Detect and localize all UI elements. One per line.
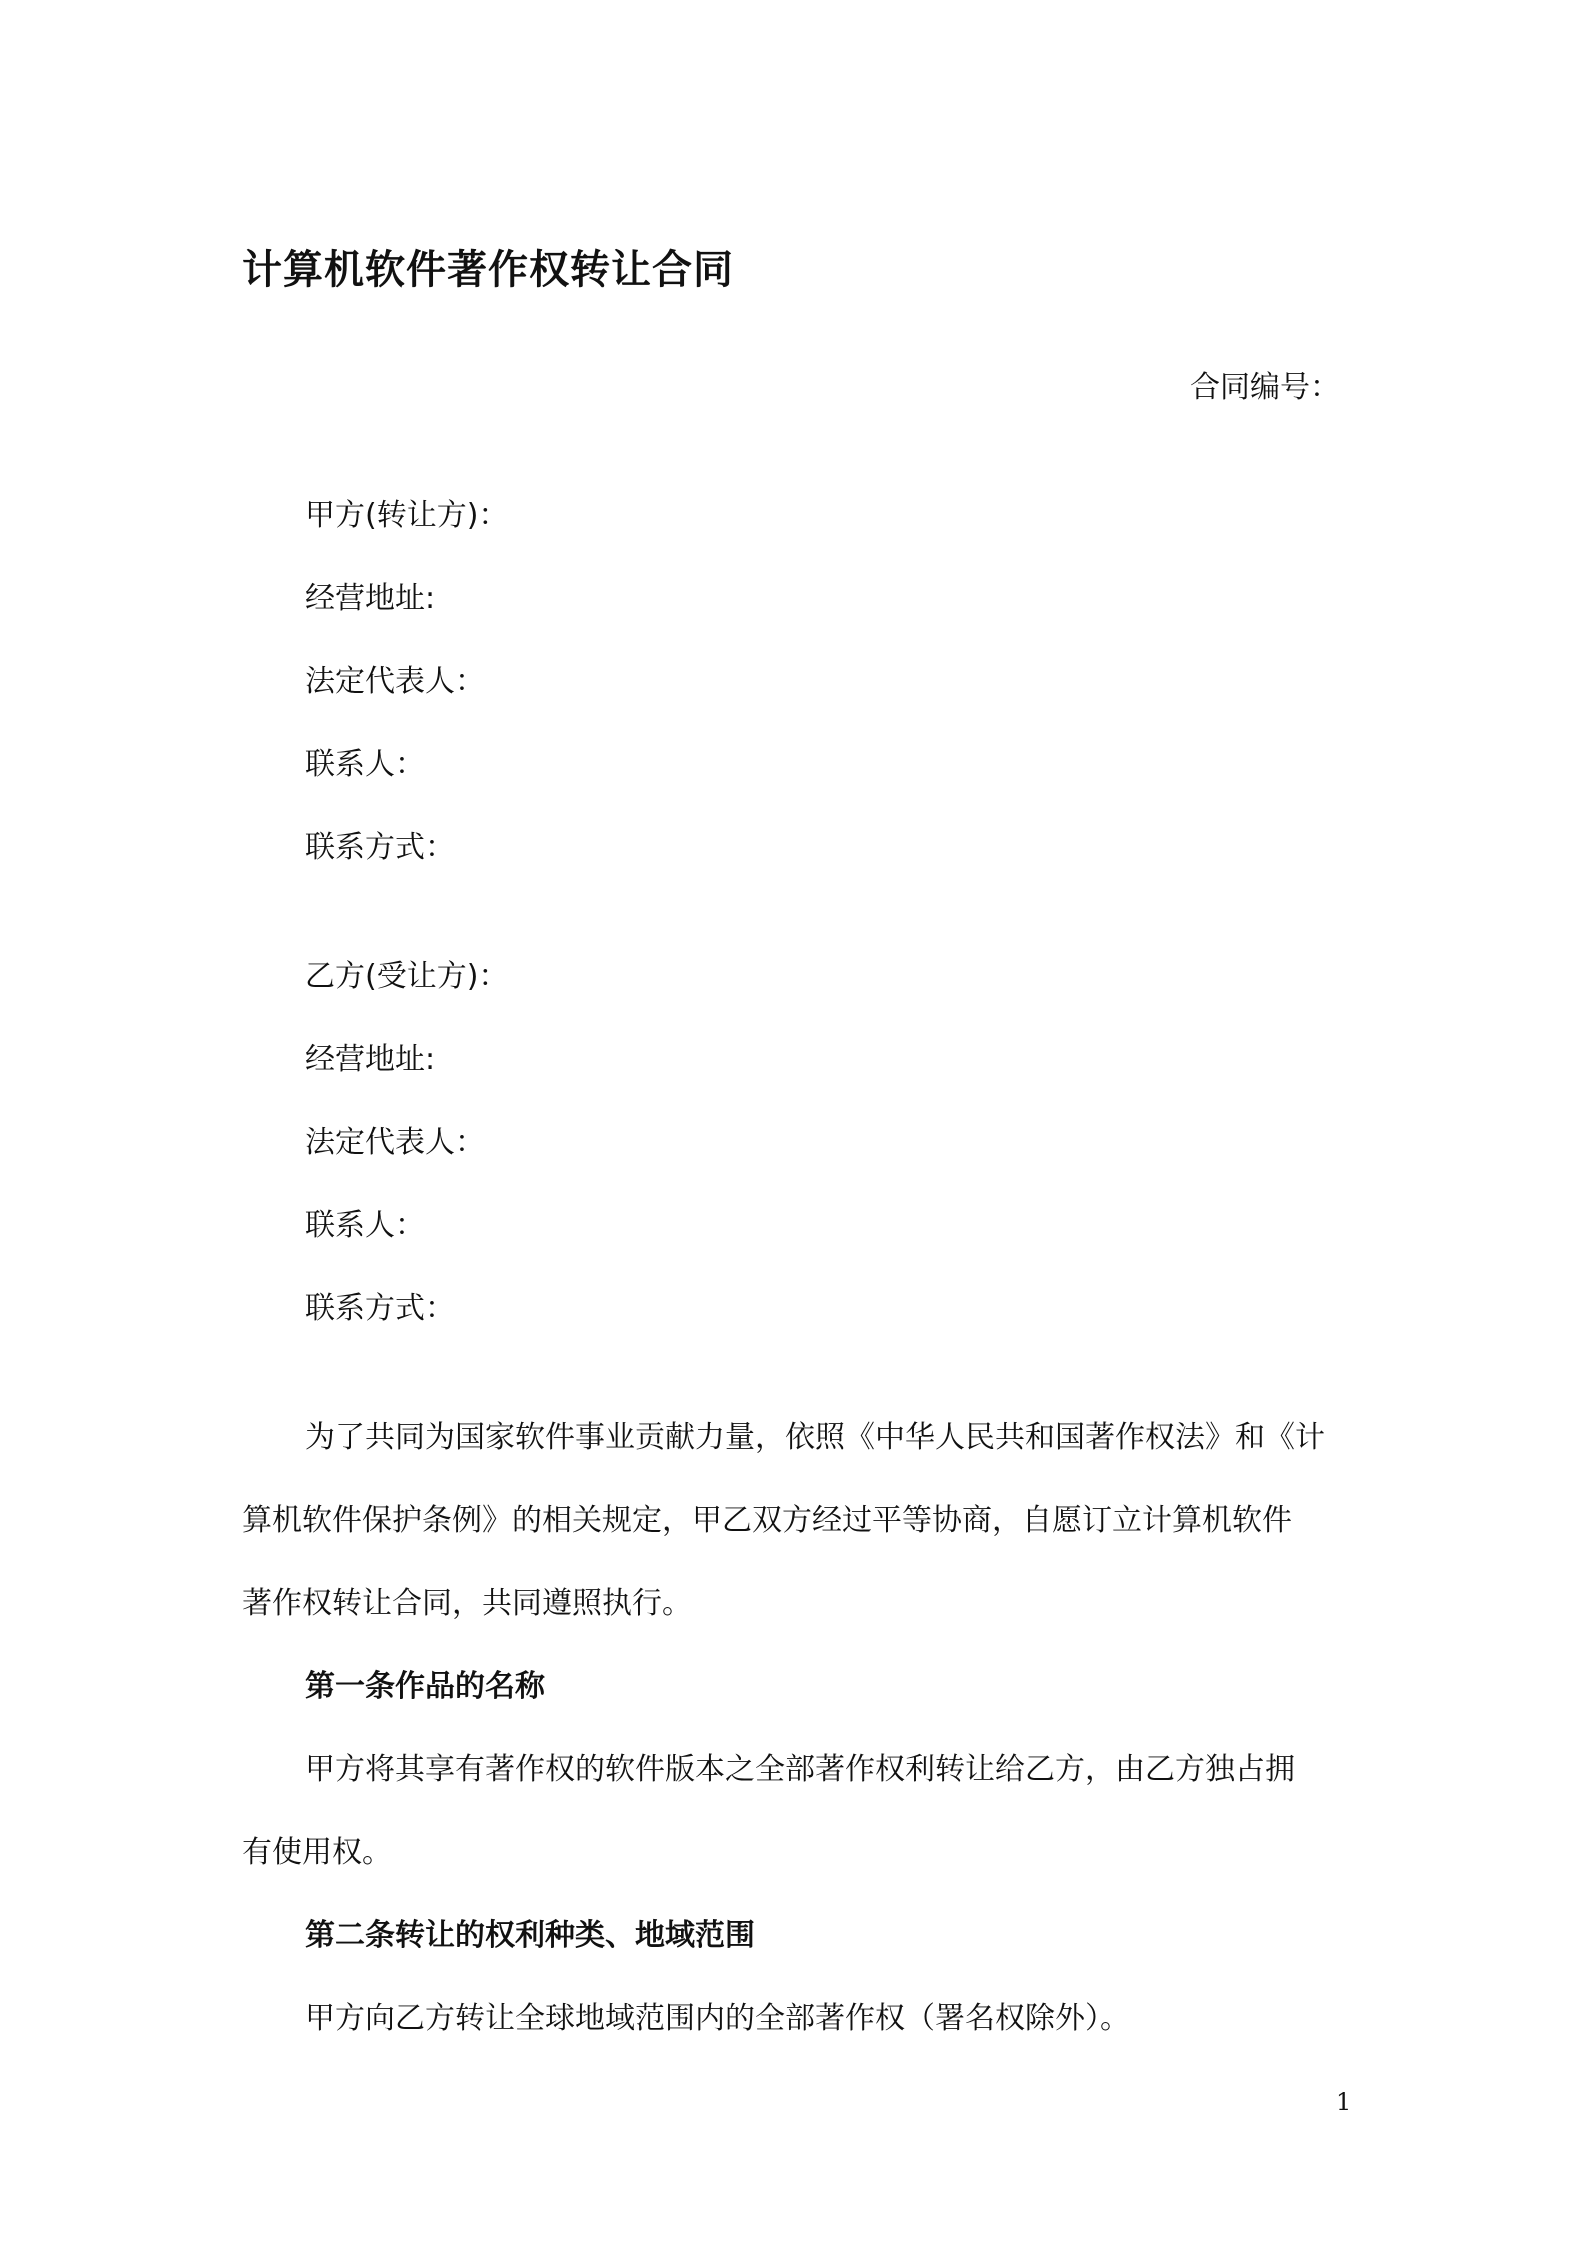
party-b-contact-method-label: 联系方式： — [305, 1291, 455, 1326]
party-a-legal-rep-label: 法定代表人： — [305, 664, 485, 699]
preamble-line: 著作权转让合同，共同遵照执行。 — [242, 1586, 692, 1621]
party-a-contact-method-label: 联系方式： — [305, 830, 455, 865]
party-b-legal-rep-label: 法定代表人： — [305, 1125, 485, 1160]
party-b-label: 乙方(受让方)： — [305, 959, 509, 994]
article-1-heading: 第一条作品的名称 — [305, 1669, 545, 1704]
article-2-heading: 第二条转让的权利种类、地域范围 — [305, 1918, 755, 1953]
party-a-label: 甲方(转让方)： — [305, 498, 509, 533]
preamble-line: 为了共同为国家软件事业贡献力量，依照《中华人民共和国著作权法》和《计 — [305, 1420, 1325, 1455]
article-2-line: 甲方向乙方转让全球地域范围内的全部著作权（署名权除外）。 — [305, 2001, 1130, 2036]
party-b-contact-label: 联系人： — [305, 1208, 425, 1243]
party-a-contact-label: 联系人： — [305, 747, 425, 782]
party-b-address-label: 经营地址: — [305, 1042, 436, 1077]
contract-number-label: 合同编号： — [1190, 370, 1340, 405]
page-number: 1 — [1336, 2088, 1352, 2116]
preamble-line: 算机软件保护条例》的相关规定，甲乙双方经过平等协商，自愿订立计算机软件 — [242, 1503, 1292, 1538]
article-1-line: 有使用权。 — [242, 1835, 392, 1870]
document-title: 计算机软件著作权转让合同 — [242, 247, 734, 293]
party-a-address-label: 经营地址: — [305, 581, 436, 616]
article-1-line: 甲方将其享有著作权的软件版本之全部著作权利转让给乙方，由乙方独占拥 — [305, 1752, 1295, 1787]
